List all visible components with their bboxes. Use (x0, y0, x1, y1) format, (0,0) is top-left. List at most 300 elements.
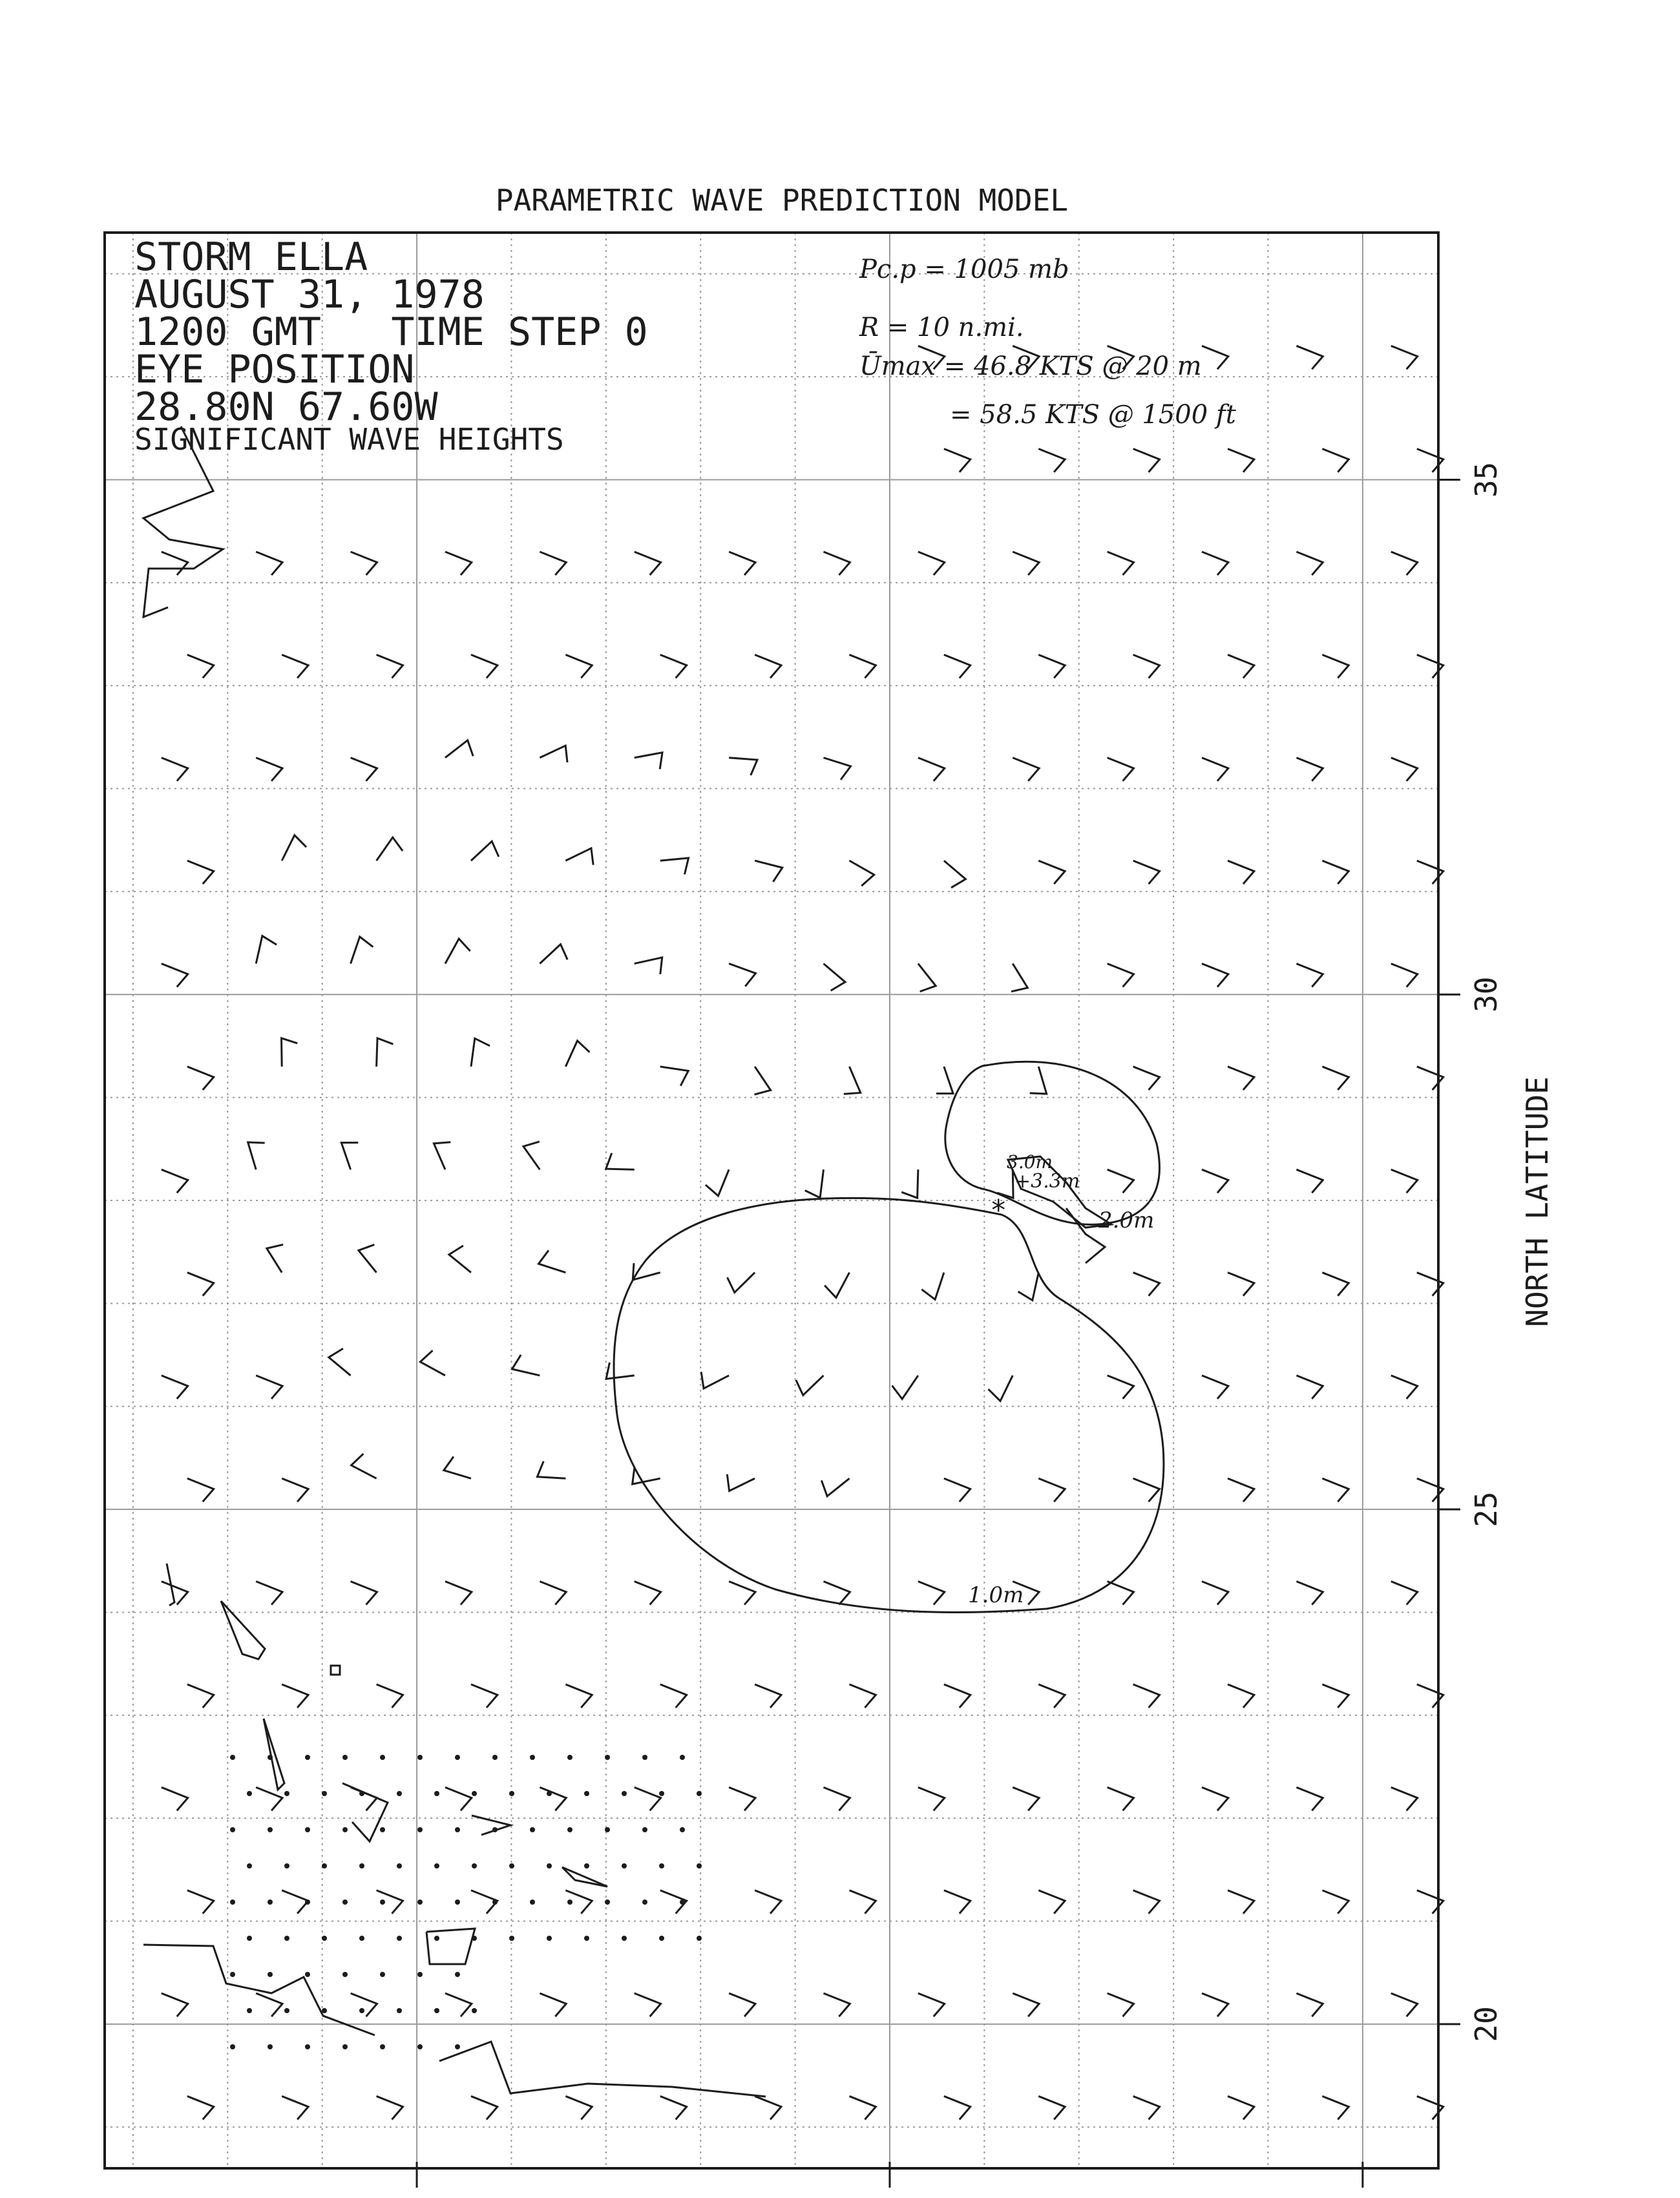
coastline (439, 2042, 766, 2097)
data-point (492, 1755, 498, 1760)
wind-vector (377, 1684, 403, 1708)
wind-vector (944, 449, 971, 472)
data-point (247, 1863, 252, 1868)
wind-vector (918, 552, 945, 575)
wind-vector (1133, 449, 1160, 472)
wind-vector (728, 1273, 755, 1293)
wind-vector (1391, 1376, 1418, 1399)
data-point (305, 1827, 310, 1832)
wind-vector (1296, 346, 1323, 369)
island-outline (426, 1929, 475, 1964)
wind-vector (256, 552, 282, 575)
data-point (268, 2044, 273, 2049)
data-point (455, 1827, 460, 1832)
data-point (547, 1791, 552, 1796)
wind-vector (1228, 654, 1254, 678)
wind-vector (1322, 2096, 1349, 2119)
wind-vector (282, 2096, 308, 2119)
wind-vector (162, 758, 188, 781)
wind-vector (537, 1461, 565, 1479)
wind-vector (660, 858, 689, 874)
data-point (322, 2008, 327, 2013)
data-point (322, 1791, 327, 1796)
wind-vector (1018, 1273, 1039, 1301)
contour-1m (614, 1198, 1164, 1612)
wind-vector (1013, 552, 1039, 575)
data-point (417, 1972, 423, 1977)
wind-vector (565, 2096, 592, 2119)
wind-vector (256, 1993, 282, 2016)
wind-vector (445, 1993, 472, 2016)
wind-vector (701, 1372, 729, 1388)
wind-vector (944, 861, 966, 888)
data-point (397, 1863, 402, 1868)
central-pressure: Pc.p = 1005 mb (859, 255, 1069, 284)
wind-vector (1038, 1478, 1065, 1502)
wind-vector (606, 1363, 635, 1379)
data-point (472, 1936, 477, 1941)
wind-vector (1038, 449, 1065, 472)
wind-vector (1202, 1787, 1228, 1810)
data-point (455, 2044, 460, 2049)
wind-vector (1013, 1993, 1039, 2016)
wind-vector (1228, 861, 1254, 884)
wind-vector (1133, 861, 1160, 884)
wind-vector (944, 2096, 971, 2119)
data-point (268, 1972, 273, 1977)
wind-vector (1133, 1478, 1160, 1502)
data-point (472, 1791, 477, 1796)
data-point (305, 1972, 310, 1977)
wind-vector (1011, 963, 1027, 991)
data-point (380, 1827, 385, 1832)
wind-vector (755, 2096, 781, 2119)
data-point (230, 1900, 235, 1905)
wind-vector (1322, 449, 1349, 472)
data-point (472, 2008, 477, 2013)
wind-vector (1228, 1478, 1254, 1502)
contour-label-3m: 3.0m (1007, 1151, 1053, 1173)
wind-vector (1322, 1067, 1349, 1090)
data-point (247, 2008, 252, 2013)
wind-vector (471, 841, 499, 861)
storm-parameters (859, 255, 1237, 430)
wind-vector (162, 552, 188, 575)
wind-vector (1296, 552, 1323, 575)
data-point (605, 1827, 610, 1832)
island-outline (562, 1867, 607, 1887)
wind-vector (1038, 1890, 1065, 1914)
data-point (359, 2008, 364, 2013)
wind-vector (805, 1169, 824, 1198)
wind-vector (850, 1890, 876, 1914)
wind-vector (1202, 552, 1228, 575)
wind-vector (1228, 1273, 1254, 1296)
wind-vector (187, 654, 214, 678)
wind-vector (660, 2096, 687, 2119)
data-point (284, 1936, 289, 1941)
wind-vector (1013, 1787, 1039, 1810)
wind-vector (918, 1582, 945, 1605)
data-point (397, 1791, 402, 1796)
coordinate-grid (105, 233, 1438, 2168)
wind-vector (256, 1787, 282, 1810)
wind-vector (187, 1890, 214, 1914)
wind-vector (944, 1478, 971, 1502)
wind-vector (1391, 1169, 1418, 1193)
wind-vector (565, 1684, 592, 1708)
wind-vector (635, 552, 661, 575)
chart-title: PARAMETRIC WAVE PREDICTION MODEL (495, 183, 1069, 218)
wind-vector (918, 1993, 945, 2016)
data-point (434, 1863, 439, 1868)
island-outline (331, 1666, 340, 1675)
wind-vector (936, 1067, 953, 1094)
data-point (342, 2044, 348, 2049)
data-point (455, 1900, 460, 1905)
wind-vector (565, 848, 593, 865)
wind-vector (1202, 1582, 1228, 1605)
data-point (509, 1936, 514, 1941)
wind-vector (1133, 1067, 1160, 1090)
wind-vector (1296, 1582, 1323, 1605)
wind-vector (729, 963, 755, 986)
max-wind-1500ft: = 58.5 KTS @ 1500 ft (950, 400, 1236, 430)
wind-vector (1108, 1993, 1134, 2016)
wind-vector (796, 1376, 824, 1396)
wind-vector (1391, 1993, 1418, 2016)
lat-tick-label: 35 (1469, 461, 1504, 498)
wind-vector (1296, 1787, 1323, 1810)
wind-vector (755, 1890, 781, 1914)
wind-vector (1322, 1478, 1349, 1502)
wind-vector (606, 1153, 635, 1169)
wind-vector (755, 1067, 771, 1094)
wind-vector (162, 1169, 188, 1193)
wind-vector (850, 654, 876, 678)
wind-vector (1108, 1787, 1134, 1810)
wind-vector (660, 654, 687, 678)
data-point (322, 1936, 327, 1941)
wind-vector (445, 1582, 472, 1605)
wind-vector (162, 963, 188, 987)
data-point (567, 1755, 572, 1760)
radius-max-wind: R = 10 n.mi. (859, 313, 1024, 342)
wind-vector (989, 1376, 1013, 1401)
data-point (584, 1791, 589, 1796)
data-point (247, 1936, 252, 1941)
data-point (380, 1972, 385, 1977)
data-point (584, 1863, 589, 1868)
peak-wave-label: +3.3m (1014, 1170, 1080, 1193)
data-point (417, 1755, 423, 1760)
wind-vector (1202, 346, 1228, 369)
data-point-field (230, 1755, 702, 2049)
wind-vector (1228, 1067, 1254, 1090)
wind-vector (282, 835, 306, 861)
wind-vector (1038, 654, 1065, 678)
wind-vector (1228, 449, 1254, 472)
wind-vector (1391, 1787, 1418, 1810)
data-point (455, 1755, 460, 1760)
data-point (268, 1827, 273, 1832)
data-point (417, 1827, 423, 1832)
wind-vector (1202, 1993, 1228, 2016)
wind-vector (162, 1993, 188, 2016)
wind-vector (187, 1684, 214, 1708)
data-point (455, 1972, 460, 1977)
wind-vector (635, 1787, 661, 1810)
data-point (322, 1863, 327, 1868)
wind-vector (523, 1142, 540, 1169)
data-point (642, 1900, 647, 1905)
wind-vector (729, 1787, 755, 1810)
wind-vector (187, 861, 214, 884)
wind-vector (821, 1478, 849, 1496)
data-point (472, 1863, 477, 1868)
data-point (530, 1900, 535, 1905)
wave-contours (614, 1062, 1164, 1612)
wind-vector (444, 1457, 471, 1479)
data-point (230, 1755, 235, 1760)
wind-vector (918, 1787, 945, 1810)
data-point (230, 1972, 235, 1977)
wind-vector (1322, 861, 1349, 884)
data-point (492, 1900, 498, 1905)
data-point (380, 1900, 385, 1905)
data-point (434, 1791, 439, 1796)
wind-vector (1391, 1582, 1418, 1605)
wind-vector (351, 552, 377, 575)
latitude-axis (417, 462, 1504, 2188)
lat-tick-label: 25 (1469, 1491, 1504, 1527)
max-wind-20m: Ūmax = 46.8 KTS @ 20 m (859, 351, 1202, 381)
wind-vector (850, 861, 874, 886)
data-point (434, 2008, 439, 2013)
wind-vector (729, 1993, 755, 2016)
wind-vector (1202, 758, 1228, 781)
data-point (622, 1936, 627, 1941)
wind-vector (901, 1169, 918, 1198)
wind-vector (540, 1582, 566, 1605)
wind-vector (267, 1244, 283, 1272)
wind-vector (824, 963, 846, 990)
wind-vector (1038, 2096, 1065, 2119)
data-point (697, 1936, 702, 1941)
storm-name: STORM ELLA (134, 235, 368, 280)
data-point (659, 1791, 664, 1796)
wind-vector (1322, 1273, 1349, 1296)
wind-vector (1133, 1684, 1160, 1708)
wind-vector (434, 1142, 450, 1169)
data-point (342, 1900, 348, 1905)
wind-vector (187, 1273, 214, 1296)
wind-vector (540, 944, 567, 963)
data-point (584, 1936, 589, 1941)
coastline (143, 1945, 375, 2035)
wind-vector (256, 1582, 282, 1605)
wind-vector (918, 758, 945, 781)
data-point (642, 1827, 647, 1832)
wind-vector (824, 1993, 850, 2016)
wind-vector (635, 1993, 661, 2016)
data-point (417, 2044, 423, 2049)
data-point (530, 1827, 535, 1832)
coastline-land (143, 426, 766, 2097)
data-point (567, 1827, 572, 1832)
wind-vector (256, 936, 277, 964)
data-point (605, 1900, 610, 1905)
data-point (380, 1755, 385, 1760)
wind-vector (1108, 552, 1134, 575)
data-point (230, 1827, 235, 1832)
wind-vector (540, 1993, 566, 2016)
wind-vector (540, 1787, 566, 1810)
data-point (247, 1791, 252, 1796)
island-outline (342, 1783, 388, 1841)
field-name: SIGNIFICANT WAVE HEIGHTS (134, 422, 564, 457)
wind-vector (1038, 861, 1065, 884)
wind-vector (377, 2096, 403, 2119)
wind-vector (729, 1582, 755, 1605)
wind-vector (1391, 963, 1418, 987)
data-point (268, 1755, 273, 1760)
storm-header (134, 235, 648, 457)
wind-vector (256, 758, 282, 781)
data-point (305, 1755, 310, 1760)
wind-vector (844, 1067, 861, 1094)
data-point (359, 1791, 364, 1796)
wind-vector (471, 1684, 498, 1708)
wind-vector (1133, 654, 1160, 678)
data-point (530, 1755, 535, 1760)
data-point (342, 1972, 348, 1977)
wind-vector (1108, 1169, 1134, 1193)
data-point (509, 1863, 514, 1868)
data-point (434, 1936, 439, 1941)
wind-vector (1108, 963, 1134, 987)
plot-frame (105, 233, 1438, 2168)
wind-vector (755, 1684, 781, 1708)
data-point (622, 1791, 627, 1796)
wind-vector-field (162, 346, 1444, 2119)
data-point (305, 1900, 310, 1905)
wind-vector (824, 1787, 850, 1810)
wind-vector (1391, 552, 1418, 575)
data-point (547, 1936, 552, 1941)
wind-vector (565, 654, 592, 678)
wind-vector (1030, 1067, 1047, 1094)
wind-vector (1108, 758, 1134, 781)
wind-vector (755, 654, 781, 678)
data-point (359, 1863, 364, 1868)
data-point (284, 1791, 289, 1796)
wind-vector (635, 753, 662, 769)
time-step: 1200 GMT TIME STEP 0 (134, 309, 648, 355)
wind-vector (445, 1787, 472, 1810)
wind-vector (1322, 1684, 1349, 1708)
wind-vector (420, 1350, 445, 1376)
wind-vector (565, 1041, 589, 1067)
wind-vector (282, 1038, 298, 1067)
wind-vector (660, 1067, 688, 1086)
wind-vector (944, 1684, 971, 1708)
wind-vector (850, 1684, 876, 1708)
wind-vector (162, 1787, 188, 1810)
data-point (230, 2044, 235, 2049)
wind-vector (824, 1273, 849, 1298)
data-point (305, 2044, 310, 2049)
wind-vector (449, 1246, 471, 1273)
wind-vector (1202, 963, 1228, 987)
wind-vector (540, 746, 567, 762)
wind-vector (512, 1355, 540, 1376)
wind-vector (187, 1067, 214, 1090)
wind-vector (1202, 1376, 1228, 1399)
wind-vector (660, 1684, 687, 1708)
wind-vector (921, 1273, 944, 1300)
wind-vector (471, 2096, 498, 2119)
data-point (397, 1936, 402, 1941)
wind-vector (1228, 1684, 1254, 1708)
eye-marker: * (990, 1194, 1007, 1227)
wind-vector (635, 1582, 661, 1605)
axis-label-latitude: NORTH LATITUDE (1520, 1076, 1555, 1327)
wind-vector (1133, 2096, 1160, 2119)
wind-vector (1108, 1376, 1134, 1399)
eye-position-label: EYE POSITION (134, 347, 415, 392)
contour-label-2m: 2.0m (1098, 1208, 1155, 1233)
wind-vector (729, 552, 755, 575)
data-point (622, 1863, 627, 1868)
contour-label-1m: 1.0m (968, 1582, 1024, 1608)
wind-vector (538, 1250, 565, 1272)
lat-tick-label: 30 (1469, 976, 1504, 1012)
wind-vector (282, 1890, 308, 1914)
data-point (359, 1936, 364, 1941)
wind-vector (248, 1142, 265, 1169)
wind-vector (329, 1348, 351, 1376)
data-point (284, 2008, 289, 2013)
wind-vector (1391, 758, 1418, 781)
data-point (509, 1791, 514, 1796)
wind-vector (445, 939, 470, 964)
wind-vector (824, 758, 851, 780)
data-point (680, 1827, 685, 1832)
wind-vector (187, 1478, 214, 1502)
wind-vector (1133, 1273, 1160, 1296)
wind-vector (1228, 2096, 1254, 2119)
wind-vector (944, 654, 971, 678)
data-point (697, 1863, 702, 1868)
wind-vector (351, 1787, 377, 1810)
wind-vector (471, 1038, 490, 1067)
data-point (605, 1755, 610, 1760)
wind-vector (729, 758, 757, 775)
wind-vector (1322, 654, 1349, 678)
wind-vector (256, 1376, 282, 1399)
wind-vector (351, 1993, 377, 2016)
data-point (397, 2008, 402, 2013)
wind-vector (359, 1244, 377, 1272)
wind-vector (1038, 1684, 1065, 1708)
data-point (697, 1791, 702, 1796)
data-point (284, 1863, 289, 1868)
storm-date: AUGUST 31, 1978 (134, 272, 485, 317)
wind-vector (918, 963, 936, 991)
data-point (342, 1755, 348, 1760)
eye-coordinates: 28.80N 67.60W (134, 384, 438, 430)
